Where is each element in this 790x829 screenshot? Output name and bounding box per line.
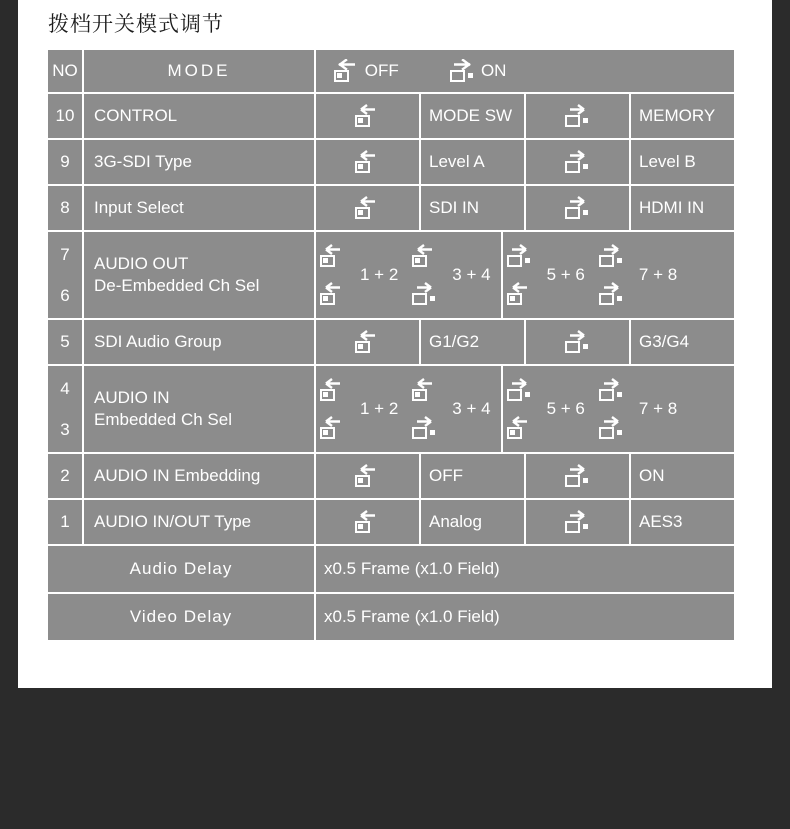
row-switch-on — [525, 499, 630, 545]
row-no: 1 — [47, 499, 83, 545]
page-title: 拨档开关模式调节 — [48, 13, 224, 36]
row-options — [315, 365, 735, 453]
row-off-value: Level A — [420, 139, 525, 185]
row-mode — [83, 365, 315, 453]
switch-pair-off-on — [408, 244, 442, 306]
row-mode — [83, 231, 315, 319]
row-off-value: SDI IN — [420, 185, 525, 231]
row-mode-line2: Embedded Ch Sel — [94, 410, 232, 429]
row-options — [315, 231, 735, 319]
dip-switch-off-icon — [507, 282, 533, 306]
dip-switch-off-icon — [355, 464, 381, 488]
table-header-row — [47, 49, 735, 93]
row-mode: SDI Audio Group — [83, 319, 315, 365]
option-label-2: 3 + 4 — [452, 265, 491, 284]
dip-switch-off-icon — [355, 510, 381, 534]
dip-switch-on-icon — [599, 244, 625, 268]
switch-pair-off-off — [316, 378, 350, 440]
table-row — [47, 231, 735, 319]
header-on-label: ON — [480, 61, 507, 80]
option-label-3: 5 + 6 — [546, 399, 585, 418]
dip-switch-on-icon — [507, 378, 533, 402]
row-switch-off — [315, 139, 420, 185]
row-switch-on — [525, 453, 630, 499]
dip-switch-off-icon — [412, 378, 438, 402]
row-switch-on — [525, 319, 630, 365]
row-on-value: MEMORY — [630, 93, 735, 139]
row-switch-off — [315, 319, 420, 365]
row-off-value: Analog — [420, 499, 525, 545]
row-mode: AUDIO IN Embedding — [83, 453, 315, 499]
row-no: 4 — [60, 378, 70, 398]
row-no-2: 3 — [60, 419, 70, 439]
switch-pair-on-on — [595, 244, 629, 306]
table-row — [47, 139, 735, 185]
dip-switch-on-icon — [412, 416, 438, 440]
row-no: 5 — [47, 319, 83, 365]
dip-switch-on-icon — [565, 196, 591, 220]
row-switch-on — [525, 139, 630, 185]
header-off-label: OFF — [364, 61, 399, 80]
dip-switch-off-icon — [320, 378, 346, 402]
audio-delay-label: Audio Delay — [47, 545, 315, 593]
dip-switch-off-icon — [334, 59, 360, 83]
dip-switch-on-icon — [565, 104, 591, 128]
row-off-value: G1/G2 — [420, 319, 525, 365]
row-no: 8 — [47, 185, 83, 231]
dip-switch-table-wrap — [46, 48, 736, 642]
row-no: 9 — [47, 139, 83, 185]
option-label-4: 7 + 8 — [638, 399, 678, 418]
row-no-2: 6 — [60, 285, 70, 305]
row-off-value: MODE SW — [420, 93, 525, 139]
video-delay-value: x0.5 Frame (x1.0 Field) — [315, 593, 735, 641]
row-on-value: AES3 — [630, 499, 735, 545]
row-mode: AUDIO IN/OUT Type — [83, 499, 315, 545]
row-on-value: ON — [630, 453, 735, 499]
dip-switch-on-icon — [565, 464, 591, 488]
row-no: 7 — [60, 244, 70, 264]
switch-pair-on-on — [595, 378, 629, 440]
document-page — [18, 0, 772, 688]
video-delay-label: Video Delay — [47, 593, 315, 641]
video-delay-row — [47, 593, 735, 641]
dip-switch-on-icon — [599, 416, 625, 440]
row-no: 10 — [47, 93, 83, 139]
row-no-pair — [47, 231, 83, 319]
row-switch-off — [315, 185, 420, 231]
audio-delay-value: x0.5 Frame (x1.0 Field) — [315, 545, 735, 593]
row-on-value: HDMI IN — [630, 185, 735, 231]
dip-switch-table — [46, 48, 736, 642]
dip-switch-off-icon — [320, 282, 346, 306]
row-switch-off — [315, 93, 420, 139]
row-switch-on — [525, 93, 630, 139]
arrow-left-icon — [333, 59, 355, 70]
row-mode-line1: AUDIO OUT — [94, 253, 189, 273]
dip-switch-off-icon — [355, 104, 381, 128]
row-mode: Input Select — [83, 185, 315, 231]
dip-switch-on-icon — [599, 282, 625, 306]
option-label-2: 3 + 4 — [452, 399, 491, 418]
dip-switch-off-icon — [412, 244, 438, 268]
option-label-1: 1 + 2 — [360, 265, 399, 284]
row-on-value: Level B — [630, 139, 735, 185]
option-label-4: 7 + 8 — [638, 265, 678, 284]
dip-switch-off-icon — [320, 416, 346, 440]
header-no: NO — [47, 49, 83, 93]
row-off-value: OFF — [420, 453, 525, 499]
switch-pair-on-off — [503, 378, 537, 440]
dip-switch-off-icon — [320, 244, 346, 268]
row-no: 2 — [47, 453, 83, 499]
table-row — [47, 365, 735, 453]
dip-switch-on-icon — [565, 330, 591, 354]
option-label-3: 5 + 6 — [546, 265, 585, 284]
row-switch-off — [315, 499, 420, 545]
table-row — [47, 453, 735, 499]
audio-delay-row — [47, 545, 735, 593]
row-mode-line2: De-Embedded Ch Sel — [94, 276, 260, 295]
switch-pair-off-off — [316, 244, 350, 306]
header-mode: MODE — [83, 49, 315, 93]
row-mode: 3G-SDI Type — [83, 139, 315, 185]
row-mode: CONTROL — [83, 93, 315, 139]
dip-switch-off-icon — [355, 330, 381, 354]
dip-switch-off-icon — [507, 416, 533, 440]
dip-switch-on-icon — [565, 150, 591, 174]
row-on-value: G3/G4 — [630, 319, 735, 365]
switch-pair-on-off — [503, 244, 537, 306]
row-switch-off — [315, 453, 420, 499]
dip-switch-on-icon — [599, 378, 625, 402]
dip-switch-on-icon — [412, 282, 438, 306]
dip-switch-off-icon — [355, 196, 381, 220]
row-mode-line1: AUDIO IN — [94, 387, 170, 407]
dip-switch-on-icon — [565, 510, 591, 534]
dip-switch-off-icon — [355, 150, 381, 174]
arrow-right-icon — [454, 59, 476, 70]
table-row — [47, 185, 735, 231]
row-switch-on — [525, 185, 630, 231]
dip-switch-on-icon — [507, 244, 533, 268]
option-label-1: 1 + 2 — [360, 399, 399, 418]
row-no-pair — [47, 365, 83, 453]
table-row — [47, 93, 735, 139]
dip-switch-on-icon — [450, 59, 476, 83]
table-row — [47, 499, 735, 545]
header-states — [315, 49, 735, 93]
switch-pair-off-on — [408, 378, 442, 440]
table-row — [47, 319, 735, 365]
